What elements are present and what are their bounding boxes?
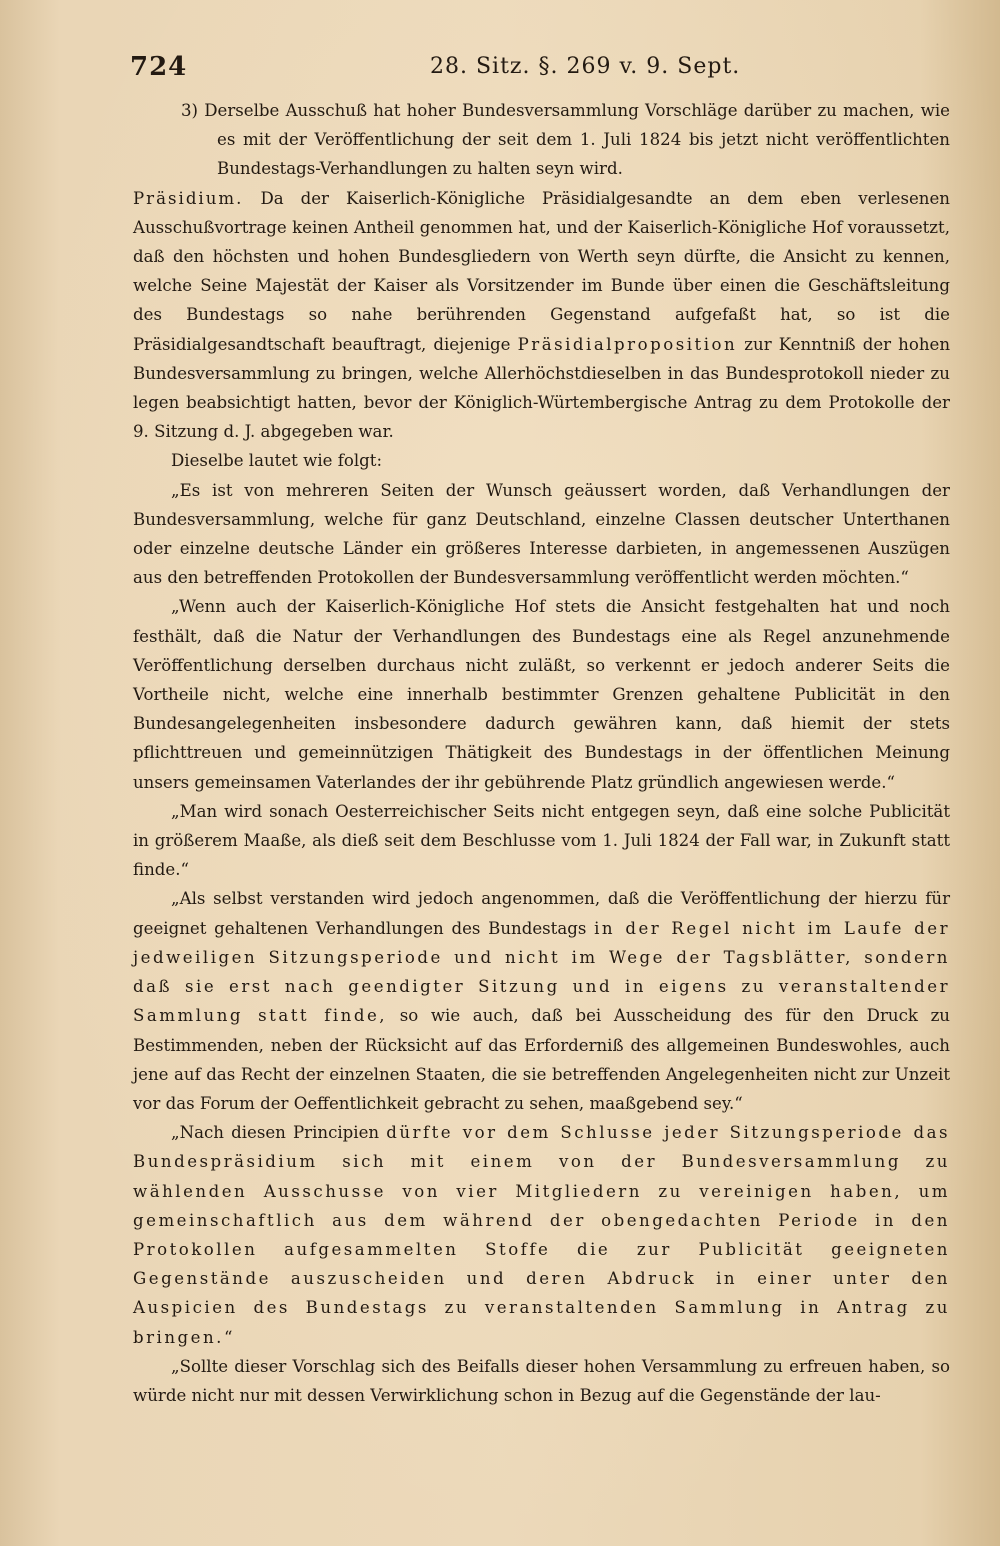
- quote5-part-a: „Nach diesen: [171, 1123, 286, 1143]
- page-header: [130, 52, 960, 92]
- quote-paragraph: „Wenn auch der Kaiserlich-Königliche Hof stets die Ansicht festgehalten hat und noch festhält, daß die Natur der Verhandlungen des Bundestags eine als Regel anzunehmende Veröffentlichung derselben durchaus nicht zuläßt, so verkennt er jedoch anderer Seits die Vortheile nicht, welche eine innerhalb bestimmter Grenzen gehaltene Publicität in den Bundesangelegenheiten insbesondere dadurch gewähren kann, daß hiemit der stets pflichttreuen und gemeinnützigen Thätigkeit des Bundestags in der öffentlichen Meinung unsers gemeinsamen Vaterlandes der ihr gebührende Platz gründlich angewiesen werde.“: [133, 597, 950, 792]
- quote-paragraph-5: [133, 1118, 950, 1352]
- running-head: 28. Sitz. §. 269 v. 9. Sept.: [430, 54, 741, 79]
- speaker-label: Präsidium.: [133, 188, 244, 208]
- praesidium-text: Da der Kaiserlich-Königliche Präsidialgesandte an dem eben verlesenen Ausschußvortrage keinen Antheil genommen hat, und der Kaiserlich-Königliche Hof voraussetzt, daß den höchsten und hohen Bundesgliedern von Werth seyn dürfte, die Ansicht zu kennen, welche Seine Majestät der Kaiser als Vorsitzender im Bunde über einen die Geschäftsleitung des Bundestags so nahe berührenden Gegenstand aufgefaßt hat, so ist die Präsidialgesandtschaft beauftragt, diejenige: [133, 188, 950, 354]
- page-number: 724: [130, 52, 188, 82]
- quote5-emphasis: dürfte vor dem Schlusse jeder Sitzungsperiode das Bundespräsidium sich mit einem von der Bundesversammlung zu wählenden Ausschusse von vier Mitgliedern zu vereinigen haben, um gemeinschaftlich aus dem während der obengedachten Periode in den Protokollen aufgesammelten Stoffe die zur Publicität geeigneten Gegenstände auszuscheiden und deren Abdruck in einer unter den Auspicien des Bundestags zu veranstaltenden Sammlung in Antrag zu bringen.“: [133, 1123, 950, 1347]
- quote4-emphasis: in der Regel nicht im Laufe der jedweiligen Sitzungsperiode und nicht im Wege der Tagsblätter, sondern daß sie erst nach geendigter Sitzung und in eigens zu veranstaltender Sammlung statt finde,: [133, 918, 951, 1026]
- quote-paragraph-4: [133, 884, 950, 1118]
- quote-paragraph: „Man wird sonach Oesterreichischer Seits nicht entgegen seyn, daß eine solche Publicität in größerem Maaße, als dieß seit dem Beschlusse vom 1. Juli 1824 der Fall war, in Zukunft statt finde.“: [133, 801, 950, 880]
- praesidium-text-end: zur Kenntniß der hohen Bundesversammlung zu bringen, welche Allerhöchstdieselben in das Bundesprotokoll nieder zu legen beabsichtigt hatten, bevor der Königlich-Würtembergische Antrag zu dem Protokolle der 9. Sitzung d. J. abgegeben war.: [133, 334, 951, 442]
- quote5-term: Principien: [292, 1123, 380, 1143]
- praesidium-paragraph: [133, 184, 950, 447]
- intro-line: Dieselbe lautet wie folgt:: [171, 451, 383, 471]
- praesidium-term: Präsidialproposition: [517, 334, 738, 354]
- quote-paragraph: „Es ist von mehreren Seiten der Wunsch geäussert worden, daß Verhandlungen der Bundesversammlung, welche für ganz Deutschland, einzelne Classen deutscher Unterthanen oder einzelne deutsche Länder ein größeres Interesse darbieten, in angemessenen Auszügen aus den betreffenden Protokollen der Bundesversammlung veröffentlicht werden möchten.“: [133, 480, 950, 588]
- quote4-part-c: so wie auch, daß bei Ausscheidung des für den Druck zu Bestimmenden, neben der Rücksicht auf das Erforderniß des allgemeinen Bundeswohles, auch jene auf das Recht der einzelnen Staaten, die sie betreffenden Angelegenheiten nicht zur Unzeit vor das Forum der Oeffentlichkeit gebracht zu sehen, maaßgebend sey.“: [133, 1006, 950, 1113]
- quote-paragraph-6: „Sollte dieser Vorschlag sich des Beifalls dieser hohen Versammlung zu erfreuen haben, so würde nicht nur mit dessen Verwirklichung schon in Bezug auf die Gegenstände der lau-: [133, 1356, 950, 1405]
- enumerated-item-3: 3) Derselbe Ausschuß hat hoher Bundesversammlung Vorschläge darüber zu machen, wie es mit der Veröffentlichung der seit dem 1. Juli 1824 bis jetzt nicht veröffentlichten Bundestags-Verhandlungen zu halten seyn wird.: [181, 101, 950, 179]
- page-body: [133, 96, 950, 1410]
- quote4-part-a: „Als selbst verstanden wird jedoch angenommen, daß die Veröffentlichung der hierzu für geeignet gehaltenen Verhandlungen des Bundestags: [133, 889, 950, 938]
